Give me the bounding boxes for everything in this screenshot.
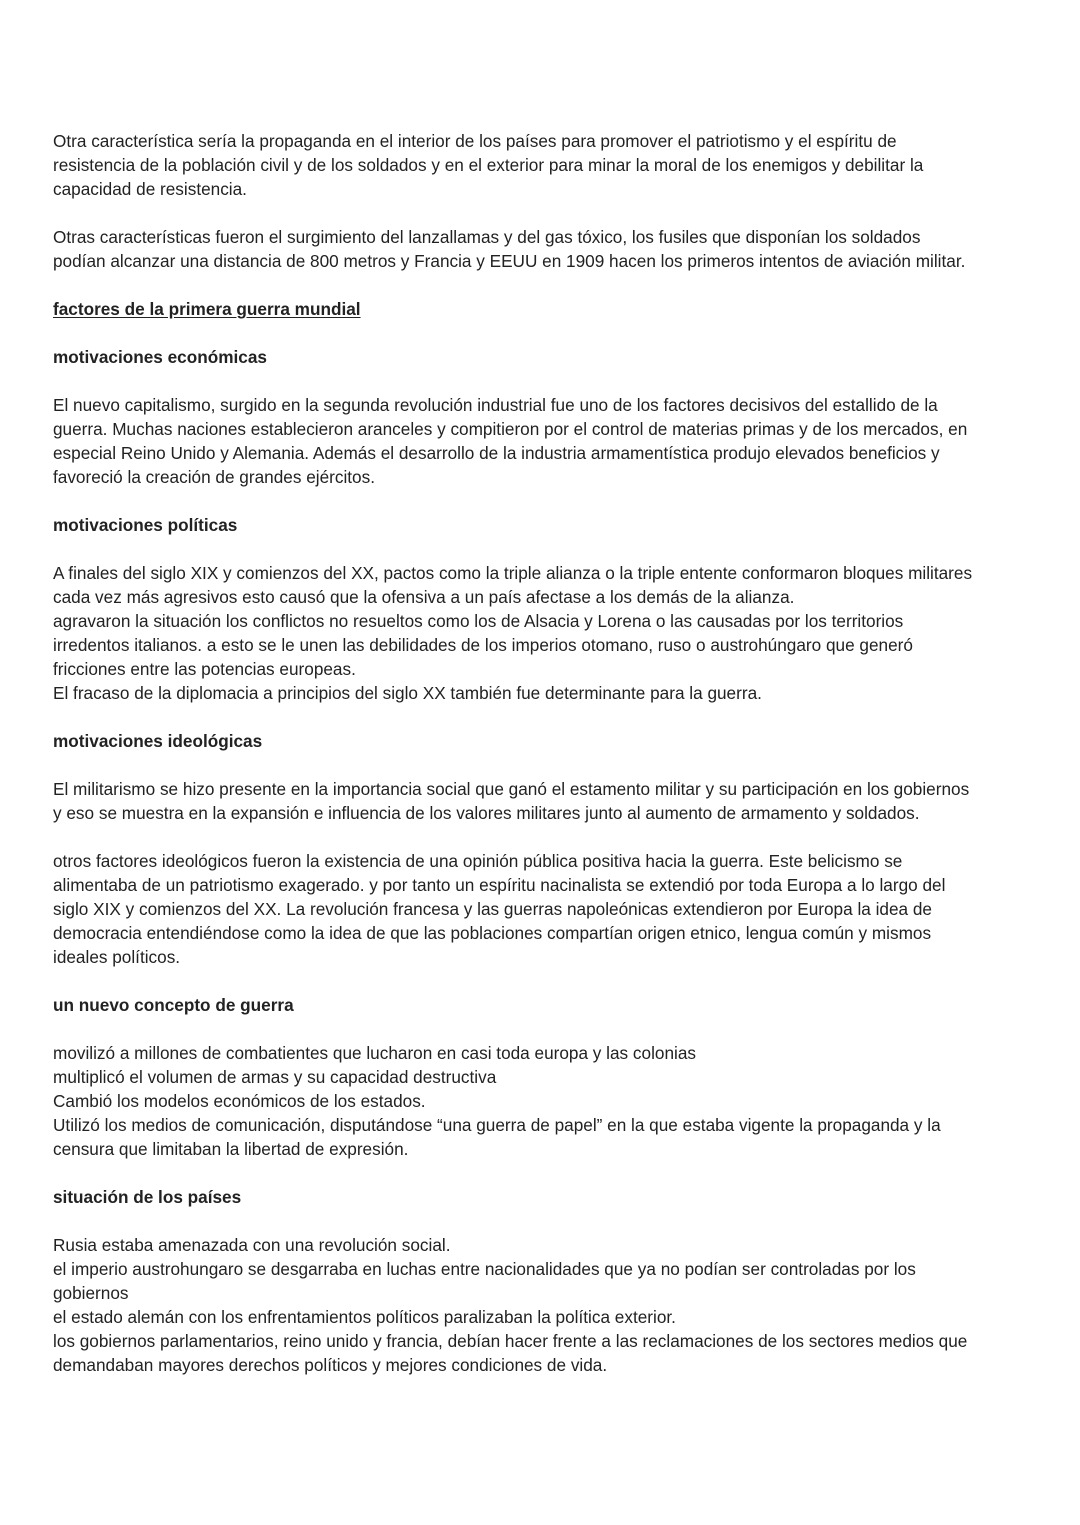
text-line: A finales del siglo XIX y comienzos del XX, pactos como la triple alianza o la triple entente conformaron bloques militares — [53, 563, 973, 583]
text-line: censura que limitaban la libertad de expresión. — [53, 1139, 409, 1159]
main-heading-text: factores de la primera guerra mundial — [53, 299, 361, 319]
text-line: Utilizó los medios de comunicación, disputándose “una guerra de papel” en la que estaba vigente la propaganda y la — [53, 1115, 941, 1135]
text-line: otros factores ideológicos fueron la existencia de una opinión pública positiva hacia la guerra. Este belicismo se — [53, 851, 903, 871]
section-heading-politicas: motivaciones políticas — [53, 515, 238, 535]
section-heading-ideologicas: motivaciones ideológicas — [53, 731, 263, 751]
text-line: siglo XIX y comienzos del XX. La revolución francesa y las guerras napoleónicas extendieron por Europa la idea de — [53, 899, 932, 919]
text-line: demandaban mayores derechos políticos y mejores condiciones de vida. — [53, 1355, 608, 1375]
text-line: especial Reino Unido y Alemania. Además el desarrollo de la industria armamentística produjo elevados beneficios y — [53, 443, 940, 463]
text-line: fricciones entre las potencias europeas. — [53, 659, 356, 679]
text-line: alimentaba de un patriotismo exagerado. y por tanto un espíritu nacinalista se extendió por toda Europa a lo largo del — [53, 875, 946, 895]
text-line: movilizó a millones de combatientes que lucharon en casi toda europa y las colonias — [53, 1043, 696, 1063]
text-line: el imperio austrohungaro se desgarraba en luchas entre nacionalidades que ya no podían ser controladas por los — [53, 1259, 916, 1279]
paragraph-politicas — [53, 561, 1043, 705]
text-line: El nuevo capitalismo, surgido en la segunda revolución industrial fue uno de los factores decisivos del estallido de la — [53, 395, 938, 415]
text-line: resistencia de la población civil y de los soldados y en el exterior para minar la moral de los enemigos y debilitar la — [53, 155, 924, 175]
document-page — [53, 129, 1043, 1401]
text-line: Cambió los modelos económicos de los estados. — [53, 1091, 426, 1111]
text-line: multiplicó el volumen de armas y su capacidad destructiva — [53, 1067, 497, 1087]
text-line: favoreció la creación de grandes ejércitos. — [53, 467, 375, 487]
paragraph-concepto — [53, 1041, 1043, 1161]
paragraph-situacion — [53, 1233, 1043, 1377]
text-line: irredentos italianos. a esto se le unen las debilidades de los imperios otomano, ruso o austrohúngaro que generó — [53, 635, 913, 655]
text-line: Otra característica sería la propaganda en el interior de los países para promover el patriotismo y el espíritu de — [53, 131, 897, 151]
paragraph-propaganda — [53, 129, 1043, 201]
text-line: agravaron la situación los conflictos no resueltos como los de Alsacia y Lorena o las causadas por los territorios — [53, 611, 904, 631]
text-line: Otras características fueron el surgimiento del lanzallamas y del gas tóxico, los fusiles que disponían los soldados — [53, 227, 921, 247]
text-line: ideales políticos. — [53, 947, 181, 967]
text-line: cada vez más agresivos esto causó que la ofensiva a un país afectase a los demás de la alianza. — [53, 587, 795, 607]
text-line: capacidad de resistencia. — [53, 179, 247, 199]
paragraph-economicas — [53, 393, 1043, 489]
paragraph-militarismo — [53, 777, 1043, 825]
text-line: El militarismo se hizo presente en la importancia social que ganó el estamento militar y su participación en los gobiernos — [53, 779, 970, 799]
text-line: gobiernos — [53, 1283, 129, 1303]
text-line: democracia entendiéndose como la idea de que las poblaciones compartían origen etnico, lengua común y mismos — [53, 923, 932, 943]
text-line: guerra. Muchas naciones establecieron aranceles y compitieron por el control de materias primas y de los mercados, en — [53, 419, 968, 439]
section-heading-concepto: un nuevo concepto de guerra — [53, 995, 294, 1015]
text-line: y eso se muestra en la expansión e influencia de los valores militares junto al aumento de armamento y soldados. — [53, 803, 920, 823]
paragraph-weapons — [53, 225, 1043, 273]
text-line: El fracaso de la diplomacia a principios del siglo XX también fue determinante para la guerra. — [53, 683, 762, 703]
text-line: el estado alemán con los enfrentamientos políticos paralizaban la política exterior. — [53, 1307, 676, 1327]
text-line: Rusia estaba amenazada con una revolución social. — [53, 1235, 451, 1255]
main-heading — [53, 297, 1043, 321]
section-heading-situacion: situación de los países — [53, 1187, 242, 1207]
section-heading-economicas: motivaciones económicas — [53, 347, 267, 367]
text-line: los gobiernos parlamentarios, reino unido y francia, debían hacer frente a las reclamaciones de los sectores medios que — [53, 1331, 968, 1351]
paragraph-nacionalismo — [53, 849, 1043, 969]
text-line: podían alcanzar una distancia de 800 metros y Francia y EEUU en 1909 hacen los primeros intentos de aviación militar. — [53, 251, 966, 271]
